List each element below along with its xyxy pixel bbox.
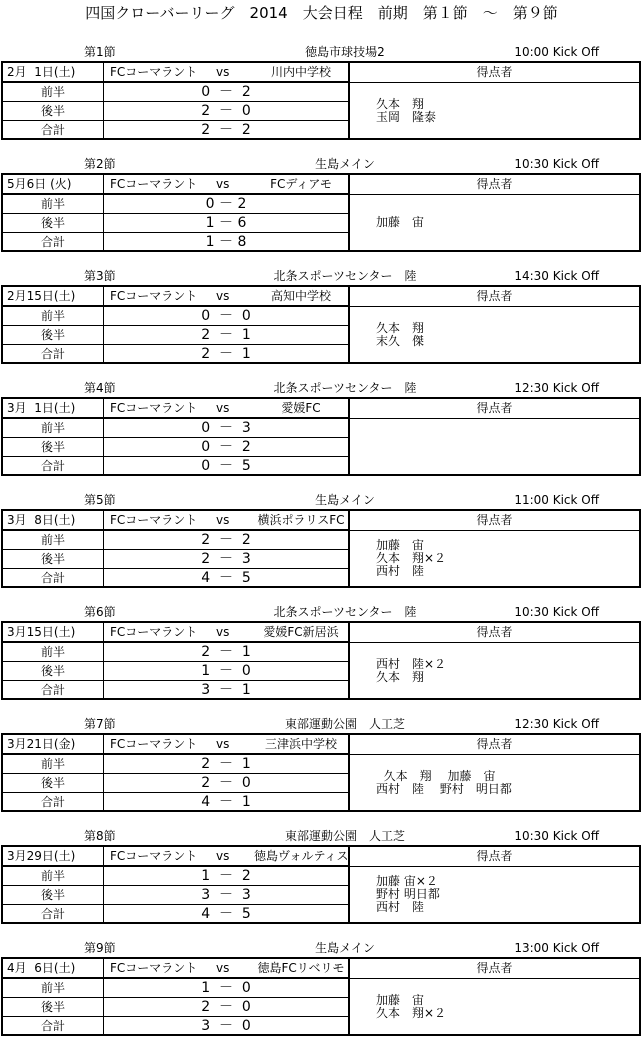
match-teams (104, 511, 350, 531)
second-half-score: 2 － 0 (104, 102, 350, 121)
round-label: 第3節 (84, 269, 116, 283)
away-team: 三津浜中学校 (264, 737, 337, 751)
round-label: 第8節 (84, 829, 116, 843)
match-block (0, 828, 643, 926)
venue-label: 徳島市球技場2 (305, 45, 385, 59)
match-date: 3月 8日(土) (3, 511, 104, 531)
second-half-score: 1 － 6 (104, 214, 350, 233)
match-teams (104, 623, 350, 643)
venue-label: 北条スポーツセンター 陸 (273, 381, 417, 395)
total-label: 合計 (3, 121, 104, 140)
scorer-name: 久本 翔×２ (376, 1005, 447, 1020)
round-label: 第2節 (84, 157, 116, 171)
page-title: 四国クローバーリーグ 2014 大会日程 前期 第１節 ～ 第９節 (85, 4, 558, 22)
total-label: 合計 (3, 569, 104, 588)
match-block (0, 716, 643, 814)
match-block (0, 380, 643, 478)
away-team: 愛媛FC (281, 401, 321, 415)
round-label: 第9節 (84, 941, 116, 955)
scorers-header: 得点者 (350, 175, 639, 195)
scorers-list (350, 307, 639, 362)
home-team: FCコーマラント (110, 961, 198, 975)
home-team: FCコーマラント (110, 65, 198, 79)
total-score: 3 － 1 (104, 681, 350, 700)
scorers-header: 得点者 (350, 959, 639, 979)
vs-label: vs (216, 401, 230, 415)
scorer-name: 野村 明日都 (376, 887, 440, 901)
kickoff-label: 14:30 Kick Off (514, 269, 599, 283)
second-half-score: 2 － 0 (104, 998, 350, 1017)
total-label: 合計 (3, 905, 104, 924)
away-team: 横浜ポラリスFC (257, 513, 345, 527)
match-block (0, 156, 643, 254)
scorers-list (350, 867, 639, 922)
second-half-label: 後半 (3, 662, 104, 681)
vs-label: vs (216, 513, 230, 527)
second-half-score: 2 － 1 (104, 326, 350, 345)
match-table (1, 957, 641, 1036)
match-table (1, 61, 641, 140)
vs-label: vs (216, 961, 230, 975)
first-half-label: 前半 (3, 83, 104, 102)
second-half-label: 後半 (3, 886, 104, 905)
match-teams (104, 959, 350, 979)
kickoff-label: 11:00 Kick Off (514, 493, 599, 507)
scorers-header: 得点者 (350, 511, 639, 531)
total-label: 合計 (3, 1017, 104, 1036)
match-header (0, 492, 643, 509)
round-label: 第4節 (84, 381, 116, 395)
second-half-score: 1 － 0 (104, 662, 350, 681)
match-table (1, 173, 641, 252)
second-half-score: 3 － 3 (104, 886, 350, 905)
match-header (0, 716, 643, 733)
match-table (1, 733, 641, 812)
scorer-name: 西村 陸 野村 明日都 (376, 781, 512, 796)
match-date: 4月 6日(土) (3, 959, 104, 979)
match-date: 3月15日(土) (3, 623, 104, 643)
first-half-score: 0 － 2 (104, 195, 350, 214)
kickoff-label: 10:30 Kick Off (514, 829, 599, 843)
scorer-name: 加藤 宙 (376, 992, 425, 1007)
scorer-name: 末久 傑 (376, 333, 425, 348)
venue-label: 東部運動公園 人工芝 (284, 717, 405, 731)
match-date: 3月29日(土) (3, 847, 104, 867)
scorers-header: 得点者 (350, 399, 639, 419)
match-block (0, 268, 643, 366)
first-half-label: 前半 (3, 755, 104, 774)
vs-label: vs (216, 625, 230, 639)
match-header (0, 380, 643, 397)
scorer-name: 西村 陸 (376, 564, 425, 578)
match-table (1, 845, 641, 924)
first-half-label: 前半 (3, 643, 104, 662)
match-teams (104, 735, 350, 755)
second-half-label: 後半 (3, 550, 104, 569)
home-team: FCコーマラント (110, 513, 198, 527)
match-header (0, 604, 643, 621)
match-date: 3月21日(金) (3, 735, 104, 755)
away-team: 徳島ヴォルティス (254, 849, 349, 863)
first-half-score: 2 － 1 (104, 643, 350, 662)
match-teams (104, 399, 350, 419)
home-team: FCコーマラント (110, 289, 198, 303)
scorer-name: 加藤 宙 (376, 215, 425, 229)
kickoff-label: 12:30 Kick Off (514, 717, 599, 731)
total-score: 2 － 1 (104, 345, 350, 364)
round-label: 第1節 (84, 45, 116, 59)
first-half-score: 0 － 2 (104, 83, 350, 102)
first-half-score: 2 － 2 (104, 531, 350, 550)
first-half-label: 前半 (3, 195, 104, 214)
total-score: 0 － 5 (104, 457, 350, 476)
vs-label: vs (216, 177, 230, 191)
vs-label: vs (216, 65, 230, 79)
scorers-header: 得点者 (350, 735, 639, 755)
kickoff-label: 10:00 Kick Off (514, 45, 599, 59)
match-block (0, 44, 643, 142)
scorer-name: 加藤 宙 (376, 538, 425, 552)
venue-label: 生島メイン (315, 493, 375, 507)
match-teams (104, 63, 350, 83)
scorer-name: 久本 翔 (376, 669, 425, 684)
total-label: 合計 (3, 345, 104, 364)
kickoff-label: 10:30 Kick Off (514, 157, 599, 171)
scorers-header: 得点者 (350, 63, 639, 83)
total-score: 4 － 5 (104, 569, 350, 588)
first-half-score: 0 － 3 (104, 419, 350, 438)
second-half-label: 後半 (3, 774, 104, 793)
first-half-score: 0 － 0 (104, 307, 350, 326)
match-table (1, 285, 641, 364)
second-half-label: 後半 (3, 214, 104, 233)
scorer-name: 加藤 宙×２ (376, 874, 438, 888)
scorers-header: 得点者 (350, 623, 639, 643)
round-label: 第6節 (84, 605, 116, 619)
scorer-name: 久本 翔 (376, 96, 425, 111)
scorers-list (350, 195, 639, 250)
second-half-score: 2 － 3 (104, 550, 350, 569)
match-table (1, 397, 641, 476)
match-table (1, 509, 641, 588)
vs-label: vs (216, 289, 230, 303)
total-score: 4 － 1 (104, 793, 350, 812)
second-half-label: 後半 (3, 998, 104, 1017)
scorers-header: 得点者 (350, 847, 639, 867)
kickoff-label: 10:30 Kick Off (514, 605, 599, 619)
away-team: FCディアモ (270, 177, 332, 191)
venue-label: 北条スポーツセンター 陸 (273, 605, 417, 619)
second-half-score: 2 － 0 (104, 774, 350, 793)
total-label: 合計 (3, 793, 104, 812)
match-header (0, 156, 643, 173)
match-block (0, 492, 643, 590)
total-label: 合計 (3, 233, 104, 252)
home-team: FCコーマラント (110, 401, 198, 415)
scorers-list (350, 419, 639, 474)
total-score: 4 － 5 (104, 905, 350, 924)
match-date: 5月6日 (火) (3, 175, 104, 195)
home-team: FCコーマラント (110, 737, 198, 751)
away-team: 高知中学校 (270, 289, 331, 303)
first-half-label: 前半 (3, 531, 104, 550)
total-score: 2 － 2 (104, 121, 350, 140)
scorer-name: 西村 陸×２ (376, 656, 447, 671)
scorer-name: 久本 翔 加藤 宙 (376, 768, 496, 783)
scorer-name: 久本 翔 (376, 320, 425, 335)
match-header (0, 940, 643, 957)
home-team: FCコーマラント (110, 177, 198, 191)
kickoff-label: 12:30 Kick Off (514, 381, 599, 395)
vs-label: vs (216, 849, 230, 863)
match-header (0, 828, 643, 845)
first-half-label: 前半 (3, 867, 104, 886)
first-half-score: 1 － 2 (104, 867, 350, 886)
away-team: 愛媛FC新居浜 (263, 625, 339, 639)
match-header (0, 44, 643, 61)
match-block (0, 604, 643, 702)
scorers-list (350, 83, 639, 138)
round-label: 第5節 (84, 493, 116, 507)
vs-label: vs (216, 737, 230, 751)
match-header (0, 268, 643, 285)
total-score: 3 － 0 (104, 1017, 350, 1036)
match-date: 3月 1日(土) (3, 399, 104, 419)
scorers-header: 得点者 (350, 287, 639, 307)
match-date: 2月 1日(土) (3, 63, 104, 83)
first-half-score: 2 － 1 (104, 755, 350, 774)
total-label: 合計 (3, 457, 104, 476)
first-half-label: 前半 (3, 307, 104, 326)
second-half-label: 後半 (3, 102, 104, 121)
venue-label: 北条スポーツセンター 陸 (273, 269, 417, 283)
scorers-list (350, 755, 639, 810)
total-label: 合計 (3, 681, 104, 700)
match-table (1, 621, 641, 700)
first-half-label: 前半 (3, 979, 104, 998)
match-teams (104, 175, 350, 195)
scorer-name: 久本 翔×２ (376, 551, 447, 565)
away-team: 川内中学校 (270, 65, 331, 79)
second-half-score: 0 － 2 (104, 438, 350, 457)
home-team: FCコーマラント (110, 849, 198, 863)
venue-label: 生島メイン (315, 941, 375, 955)
scorer-name: 西村 陸 (376, 900, 425, 914)
second-half-label: 後半 (3, 438, 104, 457)
scorers-list (350, 531, 639, 586)
venue-label: 生島メイン (315, 157, 375, 171)
total-score: 1 － 8 (104, 233, 350, 252)
first-half-score: 1 － 0 (104, 979, 350, 998)
scorer-name: 玉岡 隆泰 (376, 109, 437, 124)
scorers-list (350, 643, 639, 698)
kickoff-label: 13:00 Kick Off (514, 941, 599, 955)
second-half-label: 後半 (3, 326, 104, 345)
first-half-label: 前半 (3, 419, 104, 438)
venue-label: 東部運動公園 人工芝 (284, 829, 405, 843)
scorers-list (350, 979, 639, 1034)
round-label: 第7節 (84, 717, 116, 731)
home-team: FCコーマラント (110, 625, 198, 639)
away-team: 徳島FCリベリモ (257, 961, 345, 975)
match-teams (104, 287, 350, 307)
match-date: 2月15日(土) (3, 287, 104, 307)
match-teams (104, 847, 350, 867)
match-block (0, 940, 643, 1038)
